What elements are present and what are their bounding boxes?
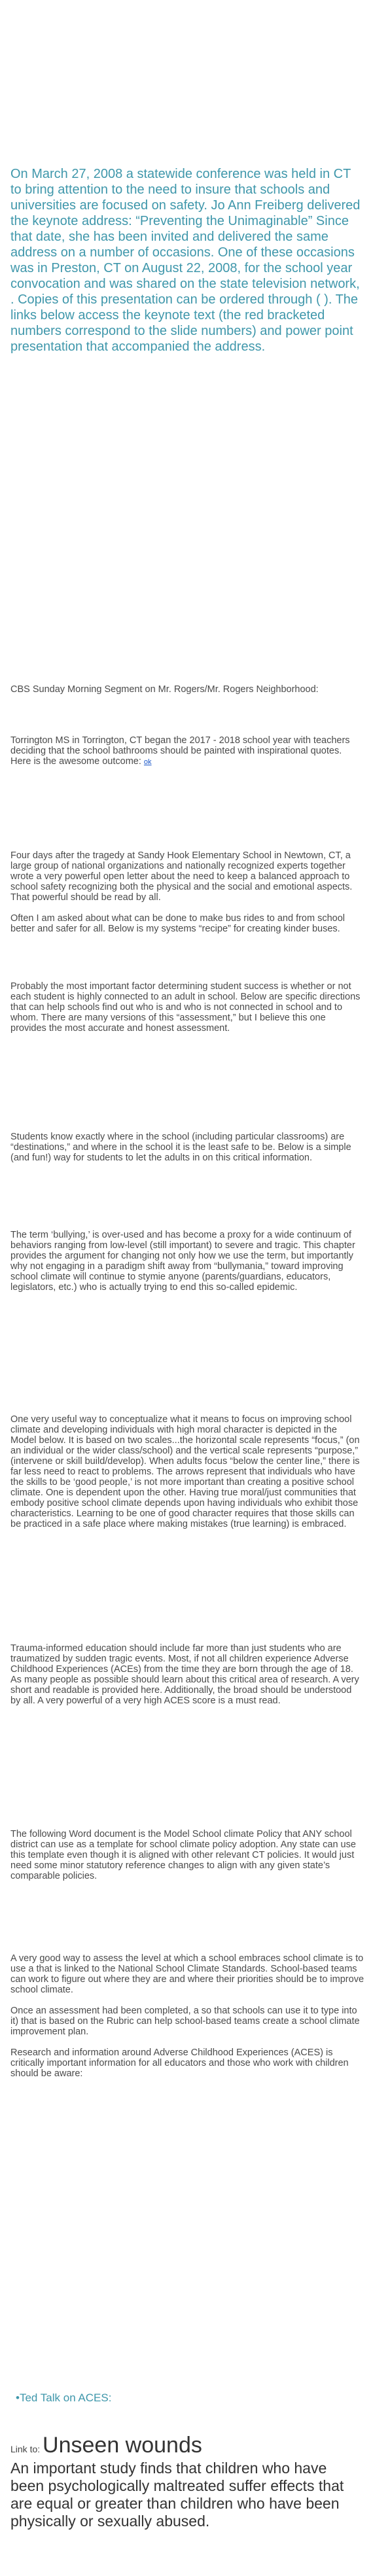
word-doc-section — [10, 1829, 364, 1881]
bullet-icon: • — [16, 2392, 20, 2404]
sandy-hook-paragraph: Four days after the tragedy at Sandy Hook Elementary School in Newtown, CT, a large group of national organizations and nationally recognized experts together wrote a very powerful open letter about the need to keep a balanced approach to school safety recognizing both the physical and the social and emotional aspects. That powerful should be read by all. — [10, 850, 353, 903]
link-to-label: Link to: — [10, 2444, 41, 2454]
torrington-section — [10, 735, 364, 767]
bullying-section — [10, 1230, 364, 1293]
connected-section — [10, 981, 364, 1034]
torrington-text: Torrington MS in Torrington, CT began the 2017 - 2018 school year with teachers deciding that the school bathrooms should be painted with inspirational quotes. Here is the awesome outcome: — [10, 735, 350, 767]
unseen-wounds-link[interactable]: Unseen wounds — [43, 2433, 202, 2458]
sandy-hook-section — [10, 850, 364, 934]
unseen-wounds-description — [10, 2460, 364, 2530]
intro-paragraph — [10, 166, 364, 355]
ted-talk-item — [16, 2392, 369, 2405]
unseen-wounds-row — [10, 2433, 364, 2461]
assessment-paragraph: A very good way to assess the level at which a school embraces school climate is to use a that is linked to the National School Climate Standards. School-based teams can work to figure out where they are and where their priorities should be to improve school climate. — [10, 1953, 364, 1995]
destinations-paragraph: Students know exactly where in the school (including particular classrooms) are “destinations,” and where in the school it is the least safe to be. Below is a simple (and fun!) way for students to let the adults in on this critical information. — [10, 1132, 351, 1163]
bullying-paragraph: The term ‘bullying,’ is over-used and has become a proxy for a wide continuum of behaviors ranging from low-level (still important) to severe and tragic. This chapter provides the argument for changing not only how we use the term, but importantly why not engaging in a paradigm shift away from “bullymania,” toward improving school climate will continue to stymie anyone (parents/guardians, educators, legislators, etc.) who is actually trying to end this so-called epidemic. — [10, 1230, 355, 1293]
study-text: An important study finds that children who have been psychologically maltreated suffer effects that are equal or greater than children who have been physically or sexually abused. — [10, 2460, 344, 2530]
ted-talk-link[interactable]: Ted Talk on ACES: — [19, 2392, 112, 2404]
aces-paragraph: Research and information around Adverse Childhood Experiences (ACES) is critically important information for all educators and those who work with children should be aware: — [10, 2047, 349, 2079]
improvement-plan-paragraph: Once an assessment had been completed, a so that schools can use it to type into it) that is based on the Rubric can help school-based teams create a school climate improvement plan. — [10, 2006, 360, 2037]
model-section — [10, 1414, 364, 1529]
assessment-section — [10, 1953, 364, 2079]
intro-text: On March 27, 2008 a statewide conference was held in CT to bring attention to the need to insure that schools and universities are focused on safety. Jo Ann Freiberg delivered the keynote address: “Preventing the Unimaginable” Since that date, she has been invited and delivered the same address on a number of occasions. One of these occasions was in Preston, CT on August 22, 2008, for the school year convocation and was shared on the state television network, . Copies of this presentation can be ordered through ( ). The links below access the keynote text (the red bracketed numbers correspond to the slide numbers) and power point presentation that accompanied the address. — [10, 167, 361, 354]
cbs-section — [10, 684, 364, 695]
model-paragraph: One very useful way to conceptualize what it means to focus on improving school climate and developing individuals with high moral character is depicted in the Model below. It is based on two scales...the horizontal scale represents “focus,” (on an individual or the wider class/school) and the vertical scale represents “purpose,” (intervene or skill build/develop). When adults focus “below the center line,” there is far less need to react to problems. The arrows represent that individuals who have the skills to be ‘good people,’ is not more important than creating a positive school climate. One is dependent upon the other. Having true moral/just communities that embody positive school climate depends upon having individuals who exhibit those characteristics. Learning to be one of good character requires that those skills can be practiced in a safe place where making mistakes (true learning) is embraced. — [10, 1414, 360, 1529]
word-doc-paragraph: The following Word document is the Model School climate Policy that ANY school district can use as a template for school climate policy adoption. Any state can use this template even though it is aligned with other relevant CT policies. It would just need some minor statutory reference changes to align with any given state’s comparable policies. — [10, 1829, 356, 1881]
destinations-section — [10, 1132, 364, 1163]
bus-paragraph: Often I am asked about what can be done to make bus rides to and from school better and safer for all. Below is my systems “recipe” for creating kinder buses. — [10, 913, 346, 934]
torrington-link[interactable]: ok — [143, 758, 152, 766]
connected-paragraph: Probably the most important factor determining student success is whether or not each student is highly connected to an adult in school. Below are specific directions that can help schools find out who is and who is not connected in school and to whom. There are many versions of this “assessment,” but I believe this one provides the most accurate and honest assessment. — [10, 981, 361, 1034]
torrington-paragraph — [10, 735, 364, 767]
trauma-section — [10, 1643, 364, 1706]
cbs-text: CBS Sunday Morning Segment on Mr. Rogers/Mr. Rogers Neighborhood: — [10, 684, 319, 695]
trauma-paragraph: Trauma-informed education should include far more than just students who are traumatized by sudden tragic events. Most, if not all children experience Adverse Childhood Experiences (ACEs) from the time they are born through the age of 18. As many people as possible should learn about this critical area of research. A very short and readable is provided here. Additionally, the broad should be understood by all. A very powerful of a very high ACES score is a must read. — [10, 1643, 359, 1706]
